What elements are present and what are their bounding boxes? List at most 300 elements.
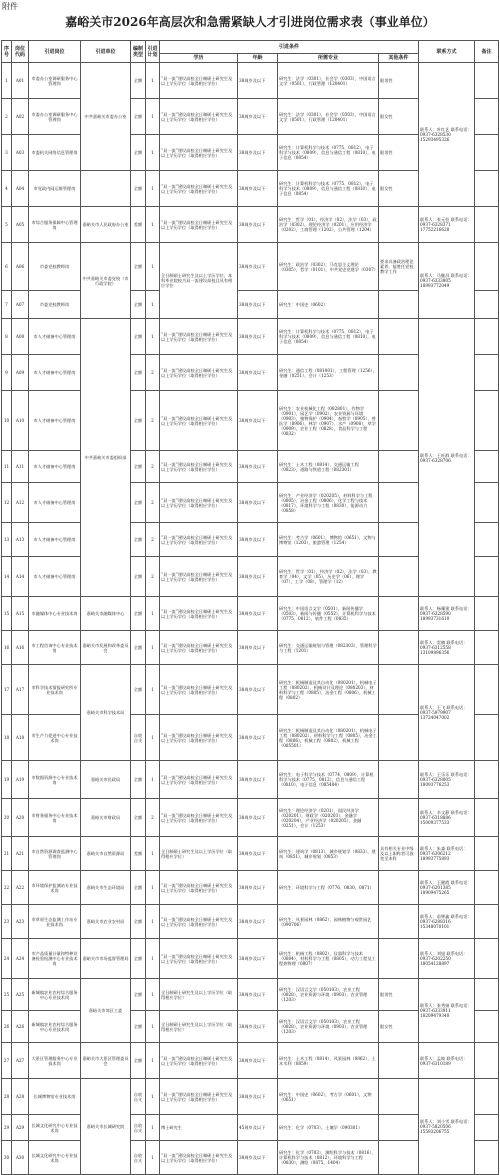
cell-contact: 联系人：张元恒 联系电话：0937-6328371 17752216628 — [419, 207, 475, 243]
cell-plan: 1 — [146, 715, 160, 761]
cell-type: 全额 — [131, 761, 146, 799]
cell-other: 要求具备政治理论素养，能胜任党校教学工作 — [379, 243, 419, 291]
cell-code: A19 — [12, 761, 29, 799]
cell-remark — [475, 207, 499, 243]
cell-edu: “双一流”建设高校全日制硕士研究生及以上学历学位（取得相应学位） — [160, 135, 238, 171]
cell-plan: 1 — [146, 243, 160, 291]
cell-post: 市环境保护监测站专业技术岗 — [29, 871, 81, 905]
cell-remark — [475, 355, 499, 391]
col-unit: 引进单位 — [81, 41, 131, 63]
cell-major: 研究生：土木工程（0814），风景园林（0862），土木水利（0859） — [278, 1043, 379, 1079]
cell-major: 研究生：机械制造及其自动化（080201），机械电子工程（080202），机械设计及理论（080203），材料科学与工程（0805），冶金工程（0806），机械工程（0802） — [278, 665, 379, 715]
cell-major: 研究生：中国语言文学（0501），新闻传播学（0503），新闻与传播（0552），计算机科学与技术（0775、0812），软件工程（0835） — [278, 597, 379, 631]
cell-unit: 嘉峪关市市场监督管理局 — [81, 939, 131, 979]
cell-other — [379, 451, 419, 483]
cell-post: 市数据资源中心专业技术岗 — [29, 761, 81, 799]
cell-plan: 1 — [146, 665, 160, 715]
table-row — [2, 631, 499, 665]
cell-age: 38周岁及以下 — [238, 905, 278, 939]
cell-plan: 2 — [146, 355, 160, 391]
cell-major: 研究生：政治学（0302），马克思主义理论（0305），哲学（0101），中共党史党建学（0307） — [278, 243, 379, 291]
cell-no: 29 — [2, 1115, 12, 1141]
cell-plan: 1 — [146, 1043, 160, 1079]
cell-major: 研究生：建筑学（0813），城乡规划学（0833），建筑（0851），城乡规划（0853） — [278, 837, 379, 871]
table-row — [2, 597, 499, 631]
cell-plan: 1 — [146, 1115, 160, 1141]
cell-no: 7 — [2, 291, 12, 319]
table-row — [2, 243, 499, 291]
cell-contact: 联系人：苗钟鑫 联系电话：0937-6288316 15348070101 — [419, 905, 475, 939]
cell-code: A23 — [12, 905, 29, 939]
cell-edu: “双一流”建设高校全日制硕士研究生及以上学历学位（取得相应学位） — [160, 597, 238, 631]
cell-age: 38周岁及以下 — [238, 291, 278, 319]
cell-no: 10 — [2, 391, 12, 451]
cell-edu: “双一流”建设高校全日制硕士研究生及以上学历学位（取得相应学位） — [160, 63, 238, 99]
cell-other — [379, 631, 419, 665]
cell-edu: “双一流”建设高校全日制硕士研究生及以上学历学位（取得相应学位） — [160, 523, 238, 557]
cell-code: A24 — [12, 939, 29, 979]
cell-age: 38周岁及以下 — [238, 1079, 278, 1115]
cell-contact: 联系人：马继昌 联系电话：0937-6333805 18993772049 — [419, 243, 475, 319]
cell-post: 市自然资源调查监测中心管理岗 — [29, 837, 81, 871]
cell-other — [379, 905, 419, 939]
cell-age: 38周岁及以下 — [238, 1011, 278, 1043]
cell-other — [379, 557, 419, 597]
cell-remark — [475, 837, 499, 871]
cell-plan: 2 — [146, 451, 160, 483]
cell-post: 长城文化研究中心专业技术岗 — [29, 1141, 81, 1175]
cell-other — [379, 665, 419, 715]
cell-major: 研究生：中国史（0602） — [278, 291, 379, 319]
cell-post: 市党政内网运维管理岗 — [29, 171, 81, 207]
cell-code: A03 — [12, 135, 29, 171]
cell-code: A20 — [12, 799, 29, 837]
cell-remark — [475, 557, 499, 597]
table-row — [2, 905, 499, 939]
cell-unit: 嘉峪关市科学技术局 — [81, 665, 131, 761]
cell-contact: 联系人：辛文静 联系电话：0937-6318886 15009377533 — [419, 799, 475, 837]
cell-no: 6 — [2, 243, 12, 291]
cell-post: 市综合服务保障中心管理岗 — [29, 207, 81, 243]
cell-type: 全额 — [131, 631, 146, 665]
cell-remark — [475, 391, 499, 451]
cell-no: 22 — [2, 871, 12, 905]
cell-post: 大景区管理服务中心专业技术岗 — [29, 1043, 81, 1079]
cell-contact: 联系人：雷楠 联系电话：0937-6312558 13109896356 — [419, 631, 475, 665]
cell-age: 38周岁及以下 — [238, 557, 278, 597]
cell-post: 新城镇农业农村综合服务中心专业技术岗 — [29, 979, 81, 1011]
cell-edu: 全日制硕士研究生及以上学历学位（取得相应学位） — [160, 1011, 238, 1043]
cell-plan: 1 — [146, 631, 160, 665]
cell-major: 研究生：化学（0703），测绘科学与技术（0816），计算机科学与技术（0812），环境科学与工程（0830），测绘（0875，1404） — [278, 1141, 379, 1175]
cell-age: 38周岁及以下 — [238, 631, 278, 665]
cell-type: 全额 — [131, 451, 146, 483]
cell-no: 23 — [2, 905, 12, 939]
cell-unit: 嘉峪关市农业农村局 — [81, 905, 131, 939]
cell-age: 38周岁及以下 — [238, 715, 278, 761]
cell-code: A16 — [12, 631, 29, 665]
cell-remark — [475, 1079, 499, 1115]
cell-unit: 嘉峪关市融媒体中心 — [81, 597, 131, 631]
table-row — [2, 207, 499, 243]
cell-edu: “双一流”建设高校全日制硕士研究生及以上学历学位（取得相应学位） — [160, 99, 238, 135]
cell-post: 市草原生态监测工作站专业技术岗 — [29, 905, 81, 939]
cell-post: 市财务服务中心专业技术岗 — [29, 799, 81, 837]
cell-age: 38周岁及以下 — [238, 939, 278, 979]
cell-other — [379, 1141, 419, 1175]
cell-code: A10 — [12, 391, 29, 451]
cell-no: 16 — [2, 631, 12, 665]
col-conditions: 引进条件 — [160, 41, 419, 54]
cell-type: 全额 — [131, 319, 146, 355]
cell-major: 研究生：计算机科学与技术（0775、0812），电子科学与技术（0809），信息与通信工程（0810），电子信息（0854） — [278, 171, 379, 207]
col-other: 其他条件 — [379, 54, 419, 63]
cell-edu: “双一流”建设高校全日制硕士研究生及以上学历学位（取得相应学位） — [160, 483, 238, 523]
cell-other — [379, 1043, 419, 1079]
cell-remark — [475, 631, 499, 665]
cell-edu: “双一流”建设高校全日制硕士研究生及以上学历学位（取得相应学位） — [160, 1079, 238, 1115]
cell-age: 38周岁及以下 — [238, 171, 278, 207]
cell-type: 全额 — [131, 979, 146, 1011]
cell-other — [379, 483, 419, 523]
cell-edu: “双一流”建设高校全日制硕士研究生及以上学历学位（取得相应学位） — [160, 391, 238, 451]
cell-edu: “双一流”建设高校全日制硕士研究生及以上学历学位（取得相应学位） — [160, 761, 238, 799]
cell-no: 18 — [2, 715, 12, 761]
cell-no: 4 — [2, 171, 12, 207]
cell-age: 38周岁及以下 — [238, 483, 278, 523]
table-row — [2, 837, 499, 871]
cell-age: 38周岁及以下 — [238, 319, 278, 355]
cell-type: 全额 — [131, 1011, 146, 1043]
cell-other: 具有相关专业中级及以上职称者可放宽至本科 — [379, 837, 419, 871]
cell-post: 市委党校教师岗 — [29, 291, 81, 319]
cell-code: A09 — [12, 355, 29, 391]
cell-unit: 嘉峪关市大景区管理委员会 — [81, 1043, 131, 1079]
table-row — [2, 1079, 499, 1115]
cell-code: A06 — [12, 243, 29, 291]
cell-plan: 1 — [146, 319, 160, 355]
cell-unit: 嘉峪关市发展和改革委员会 — [81, 631, 131, 665]
cell-plan: 1 — [146, 939, 160, 979]
cell-remark — [475, 665, 499, 715]
cell-remark — [475, 1115, 499, 1141]
cell-post: 市委党校教师岗 — [29, 243, 81, 291]
header-row-1 — [2, 41, 499, 54]
col-type: 编制类型 — [131, 41, 146, 63]
cell-no: 13 — [2, 523, 12, 557]
cell-age: 38周岁及以下 — [238, 1043, 278, 1079]
document-title: 嘉峪关市2026年高层次和急需紧缺人才引进岗位需求表（事业单位） — [65, 15, 435, 29]
cell-code: A30 — [12, 1141, 29, 1175]
cell-post: 市人才储备中心管理岗 — [29, 391, 81, 451]
cell-major: 研究生：中国史（0602），考古学（0601），文物（0651） — [278, 1079, 379, 1115]
cell-plan: 2 — [146, 391, 160, 451]
cell-no: 24 — [2, 939, 12, 979]
cell-post: 市委机关网络信息管理岗 — [29, 135, 81, 171]
cell-no: 1 — [2, 63, 12, 99]
cell-other — [379, 355, 419, 391]
cell-edu: 全日制硕士研究生及以上学历学位（取得相应学位） — [160, 837, 238, 871]
cell-edu: “双一流”建设高校全日制硕士研究生及以上学历学位（取得相应学位） — [160, 557, 238, 597]
cell-other — [379, 939, 419, 979]
cell-major: 研究生：通信工程（081001），工程管理（1256），金融（0251），会计（1253） — [278, 355, 379, 391]
cell-other: 限男性 — [379, 979, 419, 1011]
cell-other: 限女性 — [379, 171, 419, 207]
cell-contact: 联系人：刘小雪 联系电话：0937-5820506 15593206755 — [419, 1079, 475, 1175]
cell-edu: “双一流”建设高校全日制硕士研究生及以上学历学位（取得相应学位） — [160, 665, 238, 715]
cell-code: A29 — [12, 1115, 29, 1141]
cell-code: A26 — [12, 1011, 29, 1043]
cell-remark — [475, 979, 499, 1011]
cell-post: 长城博物馆专业技术岗 — [29, 1079, 81, 1115]
cell-remark — [475, 99, 499, 135]
cell-edu: 全日制硕士研究生及以上学历学位（取得相应学位） — [160, 979, 238, 1011]
cell-edu: “双一流”建设高校全日制硕士研究生及以上学历学位（取得相应学位） — [160, 355, 238, 391]
cell-type: 自收自支 — [131, 1115, 146, 1141]
cell-contact: 联系人：刘旭 联系电话：0937-6202250 18054128897 — [419, 939, 475, 979]
cell-major: 研究生：法学（0301），社会学（0303），中国语言文学（0501），行政管理（120401） — [278, 99, 379, 135]
cell-type: 自收自支 — [131, 1079, 146, 1115]
cell-type: 全额 — [131, 523, 146, 557]
cell-age: 38周岁及以下 — [238, 451, 278, 483]
cell-plan: 1 — [146, 979, 160, 1011]
cell-edu: “双一流”建设高校全日制硕士研究生及以上学历学位（取得相应学位） — [160, 1141, 238, 1175]
cell-major: 研究生：机械工程（0802），仪器科学与技术（0804），材料科学与工程（0805），动力工程及工程热物理（0807） — [278, 939, 379, 979]
cell-code: A04 — [12, 171, 29, 207]
cell-other: 限女性 — [379, 99, 419, 135]
cell-major: 研究生：农业机械化工程（082801），作物学（0901），园艺学（0902），农业资源与环境（0903），植物保护（0904），畜牧学（0905），兽医学（0906），林学（0907），水产（0908），草学（0909），农业工程（0828），食品科学与工程（0832） — [278, 391, 379, 451]
cell-no: 28 — [2, 1079, 12, 1115]
cell-remark — [475, 939, 499, 979]
cell-code: A25 — [12, 979, 29, 1011]
cell-remark — [475, 905, 499, 939]
cell-plan: 1 — [146, 99, 160, 135]
cell-plan: 1 — [146, 837, 160, 871]
cell-remark — [475, 1043, 499, 1079]
cell-edu: “双一流”建设高校全日制硕士研究生及以上学历学位（取得相应学位） — [160, 1043, 238, 1079]
cell-no: 21 — [2, 837, 12, 871]
cell-age: 38周岁及以下 — [238, 207, 278, 243]
cell-age: 38周岁及以下 — [238, 523, 278, 557]
cell-type: 全额 — [131, 63, 146, 99]
cell-contact: 联系人：王健霞 联系电话：0937-6201385 18909475265 — [419, 871, 475, 905]
cell-other — [379, 1115, 419, 1141]
cell-edu: 博士研究生 — [160, 1115, 238, 1141]
cell-type: 全额 — [131, 557, 146, 597]
cell-contact: 联系人：王旺群 联系电话：0937-6328706 — [419, 319, 475, 597]
cell-no: 26 — [2, 1011, 12, 1043]
cell-major: 研究生：化学（0703），土壤学（090301） — [278, 1115, 379, 1141]
cell-age: 38周岁及以下 — [238, 391, 278, 451]
cell-post: 长城文化研究中心专业技术岗 — [29, 1115, 81, 1141]
cell-no: 14 — [2, 557, 12, 597]
cell-plan: 1 — [146, 171, 160, 207]
cell-plan: 1 — [146, 135, 160, 171]
cell-major: 研究生：环境科学与工程（0776、0830、0871） — [278, 871, 379, 905]
cell-plan: 1 — [146, 871, 160, 905]
cell-other — [379, 1079, 419, 1115]
cell-code: A15 — [12, 597, 29, 631]
cell-major: 研究生：理论经济学（0201），国民经济学（020201），财政学（020203），金融学（020204），产业经济学（020205），金融（0251），会计（1253） — [278, 799, 379, 837]
cell-remark — [475, 243, 499, 291]
cell-unit: 中共嘉峪关市委组织部 — [81, 319, 131, 597]
cell-edu: “双一流”建设高校全日制硕士研究生及以上学历学位（取得相应学位） — [160, 171, 238, 207]
cell-edu: “双一流”建设高校全日制硕士研究生及以上学历学位（取得相应学位） — [160, 715, 238, 761]
table-row — [2, 665, 499, 715]
cell-age: 38周岁及以下 — [238, 979, 278, 1011]
cell-other: 限女性 — [379, 1011, 419, 1043]
col-age: 年龄 — [238, 54, 278, 63]
cell-plan: 1 — [146, 207, 160, 243]
cell-unit: 嘉峪关市长城研究院 — [81, 1079, 131, 1175]
cell-age: 38周岁及以下 — [238, 871, 278, 905]
cell-no: 25 — [2, 979, 12, 1011]
cell-other — [379, 207, 419, 243]
cell-post: 市融媒体中心专业技术岗 — [29, 597, 81, 631]
cell-other: 限男性 — [379, 135, 419, 171]
cell-plan: 1 — [146, 1141, 160, 1175]
cell-post: 市人才储备中心管理岗 — [29, 483, 81, 523]
cell-unit: 嘉峪关市人民政府办公室 — [81, 207, 131, 243]
cell-type: 全额 — [131, 355, 146, 391]
cell-other — [379, 597, 419, 631]
requirements-table — [1, 40, 499, 1175]
cell-type: 全额 — [131, 939, 146, 979]
cell-unit: 嘉峪关市生态环境局 — [81, 871, 131, 905]
cell-major: 研究生：电子科学与技术（0774、0809），计算机科学与技术（0775、0812），信息与通信工程（0810），电子信息（085404） — [278, 761, 379, 799]
cell-code: A14 — [12, 557, 29, 597]
cell-code: A18 — [12, 715, 29, 761]
cell-code: A21 — [12, 837, 29, 871]
cell-age: 38周岁及以下 — [238, 1141, 278, 1175]
cell-contact: 联系人：王飞 联系电话：0937-5979907 13724047002 — [419, 665, 475, 761]
cell-remark — [475, 871, 499, 905]
cell-major: 研究生：汉语言文学（050103），农业工程（0828），农业资源与环境（0903），农业管理（1203） — [278, 1011, 379, 1043]
cell-edu: “双一流”建设高校全日制硕士研究生及以上学历学位（取得相应学位） — [160, 871, 238, 905]
cell-no: 20 — [2, 799, 12, 837]
cell-remark — [475, 1011, 499, 1043]
table-row — [2, 799, 499, 837]
cell-major: 研究生：计算机科学与技术（0775、0812），电子科学与技术（0809），信息与通信工程（0810），电子信息（0854） — [278, 135, 379, 171]
cell-code: A08 — [12, 319, 29, 355]
cell-post: 市人才储备中心管理岗 — [29, 523, 81, 557]
cell-edu: “双一流”建设高校全日制硕士研究生及以上学历学位（取得相应学位） — [160, 939, 238, 979]
cell-remark — [475, 319, 499, 355]
cell-major: 研究生：机械制造及其自动化（080201），机械电子工程（080202），材料科学与工程（0805），冶金工程（0806），机械工程（0802），机械工程（085501） — [278, 715, 379, 761]
cell-remark — [475, 523, 499, 557]
cell-edu: 全日制硕士研究生及以上学历学位，本科毕业院校为双一流建设高校且具有相应学位 — [160, 243, 238, 319]
table-row — [2, 1043, 499, 1079]
cell-plan: 1 — [146, 597, 160, 631]
cell-type: 全额 — [131, 391, 146, 451]
attachment-label: 附件 — [2, 2, 18, 11]
cell-major: 研究生：风景园林（0862），园林植物与观赏园艺（090706） — [278, 905, 379, 939]
cell-type: 全额 — [131, 665, 146, 715]
cell-major: 研究生：哲学（01），经济学（02），法学（03），教育学（04），文学（05），历史学（06），理学（07），工学（08），管理学（12） — [278, 557, 379, 597]
cell-type: 全额 — [131, 1043, 146, 1079]
cell-remark — [475, 171, 499, 207]
cell-code: A22 — [12, 871, 29, 905]
table-body — [2, 63, 499, 1175]
cell-contact: 联系人：王乐乐 联系电话：0937-6328005 18093776253 — [419, 761, 475, 799]
cell-no: 19 — [2, 761, 12, 799]
col-code: 岗位代码 — [12, 41, 29, 63]
cell-major: 研究生：汉语言文学（050103），农业工程（0828），农业资源与环境（0903），农业管理（1203） — [278, 979, 379, 1011]
col-post: 引进岗位 — [29, 41, 81, 63]
cell-major: 研究生：产业经济学（020205），材料科学与工程（0805），冶金工程（0806），化学工程与技术（0817），环境科学与工程（0830），能源动力（0858） — [278, 483, 379, 523]
cell-post: 新城镇农业农村综合服务中心专业技术岗 — [29, 1011, 81, 1043]
cell-code: A28 — [12, 1079, 29, 1115]
cell-contact: 联系人：叶红艺 联系电话：0937-6328530 15293495326 — [419, 63, 475, 207]
cell-unit: 中共嘉峪关市委党校（市行政学院） — [81, 243, 131, 319]
cell-type: 全额 — [131, 291, 146, 319]
cell-no: 2 — [2, 99, 12, 135]
cell-other — [379, 391, 419, 451]
cell-type: 差额 — [131, 837, 146, 871]
cell-unit: 嘉峪关市自然资源局 — [81, 837, 131, 871]
cell-other — [379, 761, 419, 799]
cell-remark — [475, 483, 499, 523]
cell-unit: 嘉峪关市郊区工委 — [81, 979, 131, 1043]
cell-remark — [475, 761, 499, 799]
cell-age: 38周岁及以下 — [238, 135, 278, 171]
cell-age: 38周岁及以下 — [238, 63, 278, 99]
cell-type: 全额 — [131, 905, 146, 939]
cell-post: 市工程咨询中心专业技术岗 — [29, 631, 81, 665]
cell-other — [379, 291, 419, 319]
cell-code: A02 — [12, 99, 29, 135]
cell-other — [379, 319, 419, 355]
cell-edu: “双一流”建设高校全日制硕士研究生及以上学历学位（取得相应学位） — [160, 631, 238, 665]
col-contact: 联系方式 — [419, 41, 475, 63]
cell-no: 9 — [2, 355, 12, 391]
cell-no: 17 — [2, 665, 12, 715]
cell-remark — [475, 597, 499, 631]
col-plan: 引进计划 — [146, 41, 160, 63]
cell-major: 研究生：哲学（01），经济学（02），法学（03），政治学（0302），理论经济学（0201），应用经济学（0202），工商管理（1202），公共管理（1204） — [278, 207, 379, 243]
cell-code: A17 — [12, 665, 29, 715]
cell-post: 市科学技术情报研究所专业技术岗 — [29, 665, 81, 715]
cell-code: A07 — [12, 291, 29, 319]
cell-other: 限男性 — [379, 63, 419, 99]
table-row — [2, 63, 499, 99]
cell-no: 27 — [2, 1043, 12, 1079]
cell-major: 研究生：考古学（0601），博物馆（0651），文物与博物馆（1203），旅游管理（1254） — [278, 523, 379, 557]
table-row — [2, 761, 499, 799]
cell-type: 自收自支 — [131, 715, 146, 761]
cell-plan: 1 — [146, 291, 160, 319]
cell-post: 市产品质量计量和特种设备检验检测中心专业技术岗 — [29, 939, 81, 979]
cell-contact: 联系人：孟焕 联系电话：0937-6310189 — [419, 1043, 475, 1079]
cell-plan: 2 — [146, 799, 160, 837]
cell-type: 差额 — [131, 207, 146, 243]
cell-age: 45周岁及以下 — [238, 1115, 278, 1141]
table-row — [2, 979, 499, 1011]
cell-no: 12 — [2, 483, 12, 523]
cell-unit: 中共嘉峪关市委办公室 — [81, 63, 131, 171]
cell-type: 全额 — [131, 99, 146, 135]
cell-no: 30 — [2, 1141, 12, 1175]
cell-plan: 1 — [146, 1011, 160, 1043]
cell-no: 8 — [2, 319, 12, 355]
cell-age: 38周岁及以下 — [238, 355, 278, 391]
cell-contact: 联系人：张秀娟 联系电话：0937-6333911 18209479340 — [419, 979, 475, 1043]
cell-post: 市人才储备中心管理岗 — [29, 451, 81, 483]
cell-plan: 2 — [146, 557, 160, 597]
cell-code: A13 — [12, 523, 29, 557]
cell-age: 38周岁及以下 — [238, 597, 278, 631]
cell-plan: 1 — [146, 1079, 160, 1115]
